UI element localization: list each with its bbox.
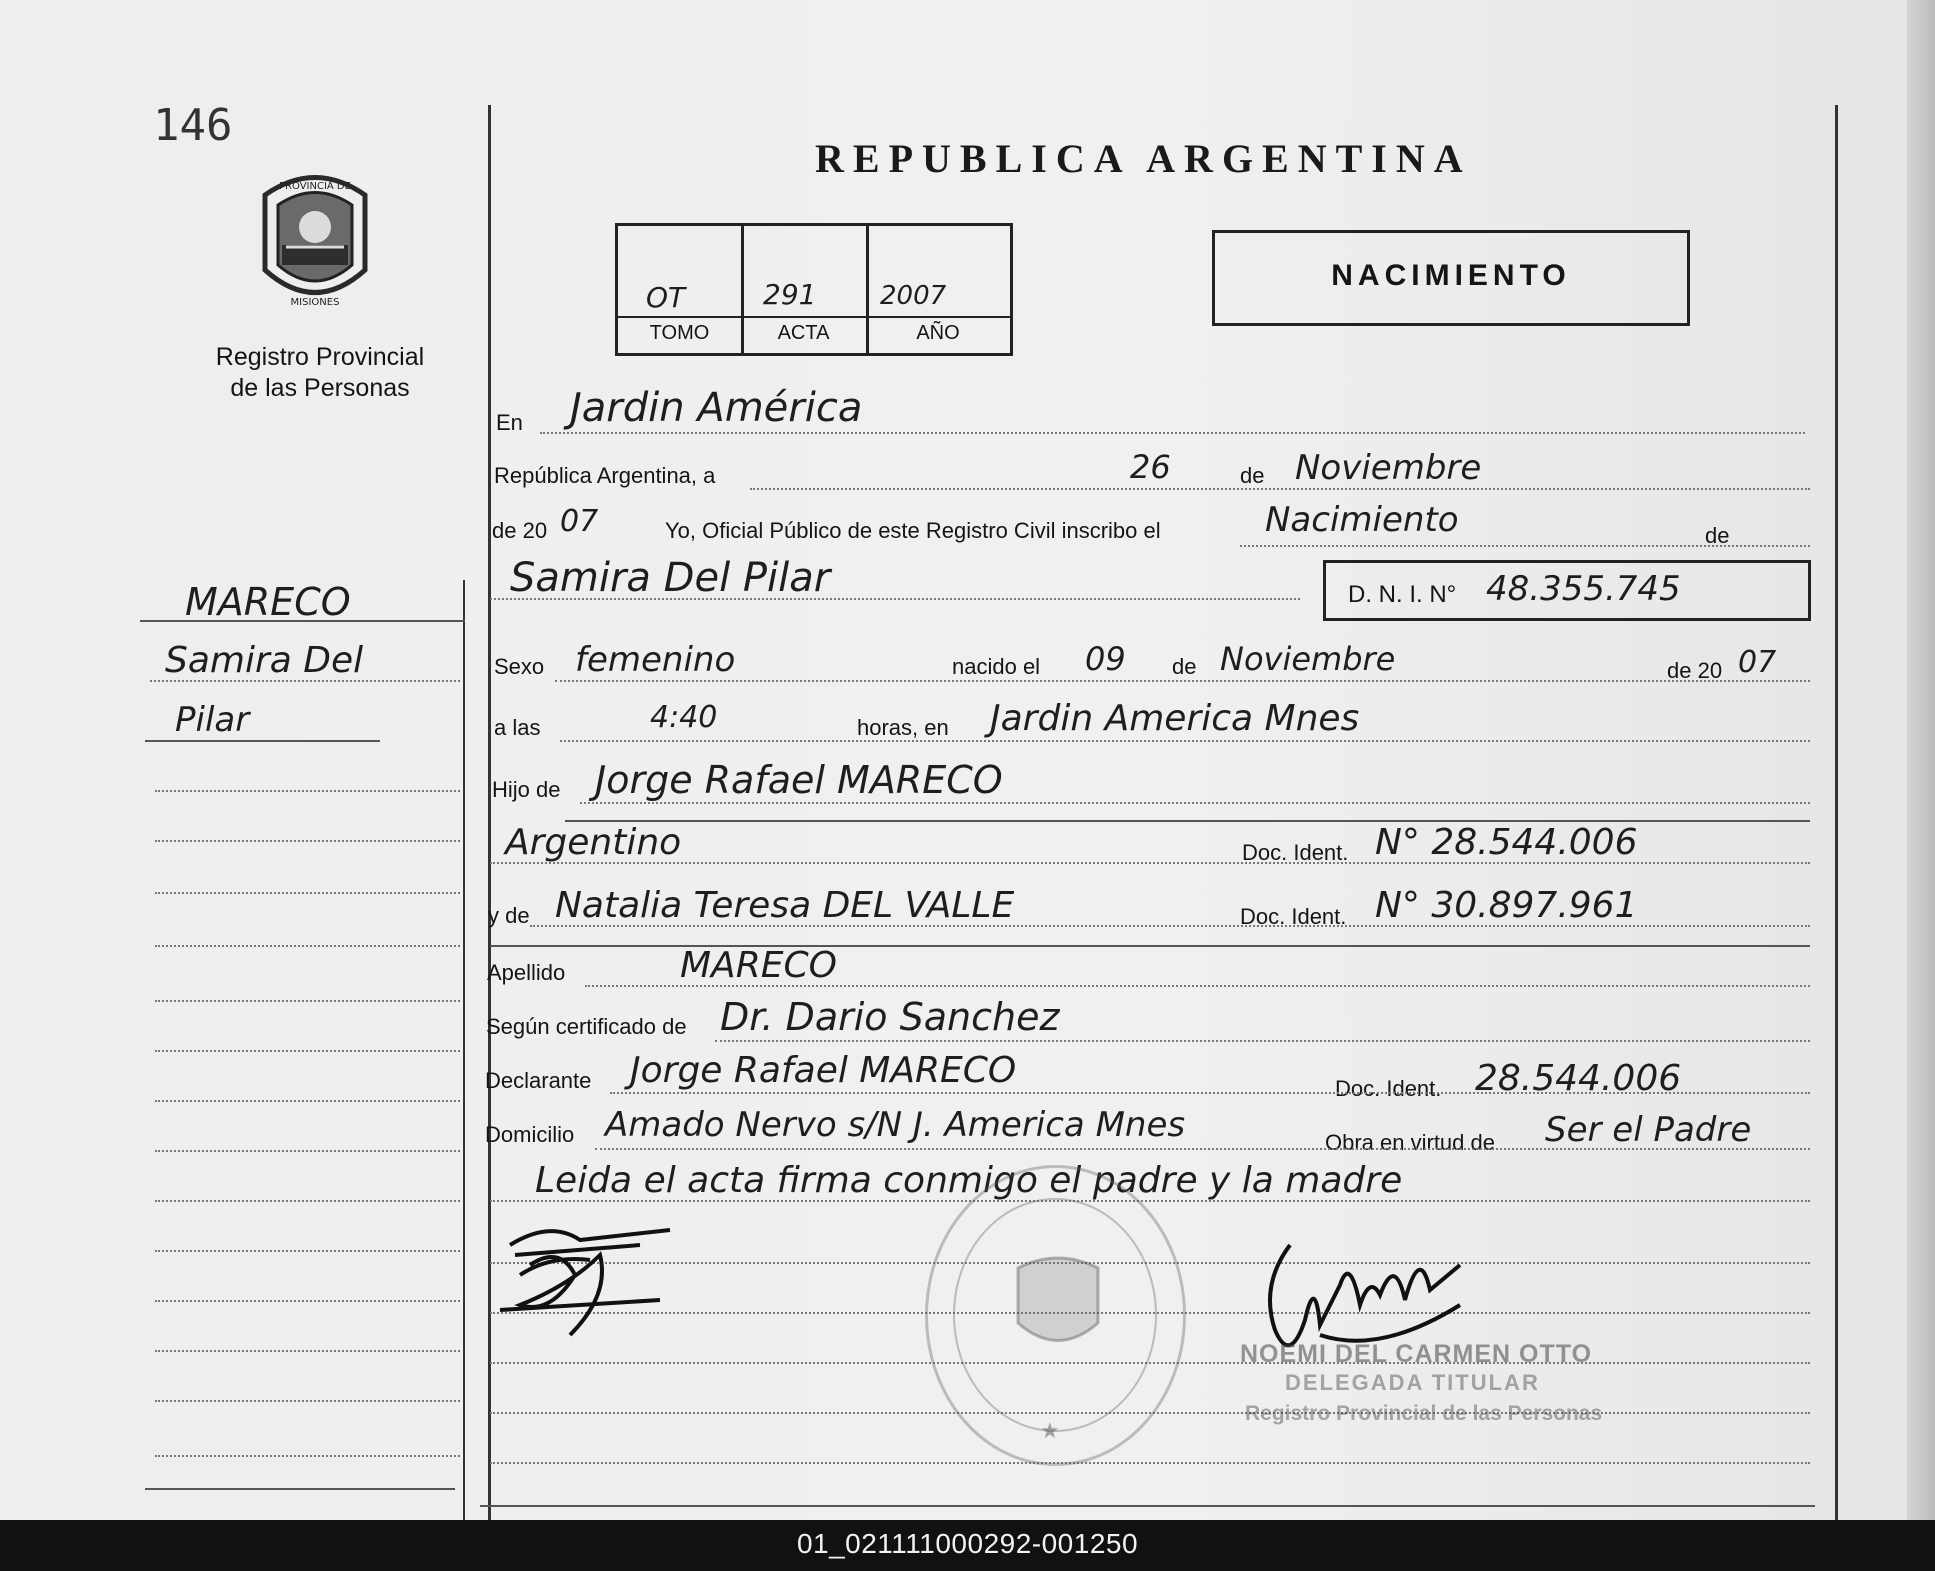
birth-place-value: Jardin America Mnes (990, 698, 1360, 739)
official-round-stamp (925, 1165, 1186, 1466)
page-edge (1907, 0, 1935, 1520)
mother-doc-label: Doc. Ident. (1240, 904, 1347, 929)
alas-label: a las (494, 715, 541, 740)
nacido-month: Noviembre (1220, 640, 1396, 678)
mother-name-value: Natalia Teresa DEL VALLE (555, 885, 1015, 926)
nacionalidad-line (490, 862, 1810, 864)
segun-line (715, 1040, 1810, 1042)
hora-value: 4:40 (650, 700, 718, 735)
tomo-label: TOMO (649, 322, 710, 344)
yde-label: y de (488, 903, 530, 928)
svg-text:PROVINCIA DE: PROVINCIA DE (279, 181, 351, 192)
nacido-label: nacido el (952, 654, 1041, 679)
oficial-text: Yo, Oficial Público de este Registro Civil inscribo el (665, 518, 1161, 543)
margin-underline-1 (140, 620, 465, 622)
segun-label: Según certificado de (486, 1014, 687, 1039)
date-line (750, 488, 1810, 490)
yde-line (530, 925, 1810, 927)
alas-line (560, 740, 1810, 742)
acta-value: 291 (763, 278, 817, 311)
ano-value: 2007 (880, 281, 947, 311)
misiones-seal-icon (250, 165, 380, 315)
domicilio-line (595, 1148, 1810, 1150)
margin-dotline-1 (150, 680, 460, 682)
sexo-value: femenino (575, 640, 736, 680)
child-name-value: Samira Del Pilar (510, 555, 831, 601)
republica-label: República Argentina, a (494, 463, 716, 488)
father-doc-value: N° 28.544.006 (1375, 822, 1638, 863)
sexo-label: Sexo (494, 654, 545, 679)
margin-given-name: Samira Del (165, 640, 364, 681)
name-line (490, 598, 1300, 600)
stamp-emblem-icon (1003, 1248, 1113, 1358)
footer-id: 01_021111000292-001250 (796, 1528, 1139, 1559)
apellido-value: MARECO (680, 945, 837, 986)
registry-line2: de las Personas (230, 374, 410, 402)
form-right-border (1835, 105, 1838, 1520)
horas-label: horas, en (857, 715, 949, 740)
official-name: NOEMI DEL CARMEN OTTO (1240, 1340, 1593, 1368)
official-title: DELEGADA TITULAR (1285, 1370, 1540, 1395)
father-doc-label: Doc. Ident. (1242, 840, 1349, 865)
en-label: En (496, 410, 523, 435)
dni-value: 48.355.745 (1486, 569, 1681, 609)
hijo-line (580, 802, 1810, 804)
obra-value: Ser el Padre (1545, 1110, 1752, 1150)
declarante-doc-value: 28.544.006 (1475, 1058, 1682, 1099)
margin-underline-2 (145, 740, 380, 742)
year-prefix: de 20 (492, 518, 548, 543)
year-suffix: 07 (560, 504, 599, 539)
dni-label: D. N. I. N° (1348, 581, 1457, 608)
father-name-value: Jorge Rafael MARECO (595, 758, 1003, 802)
domicilio-label: Domicilio (485, 1122, 575, 1147)
stamp-star-icon: ★ (1040, 1418, 1060, 1443)
tomo-value: OT (646, 281, 686, 314)
country-title: REPUBLICA ARGENTINA (815, 136, 1472, 181)
declarant-signature (490, 1215, 680, 1355)
ano-label: AÑO (916, 322, 960, 344)
declarante-doc-label: Doc. Ident. (1335, 1076, 1442, 1101)
margin-given-name-2: Pilar (175, 700, 250, 740)
acta-label: ACTA (777, 322, 830, 344)
registry-line1: Registro Provincial (215, 343, 425, 371)
record-type-box (1212, 230, 1690, 326)
leida-line (490, 1200, 1810, 1202)
de-label-3: de (1172, 654, 1197, 679)
record-numbers-table (615, 223, 1013, 356)
page-number: 146 (153, 100, 233, 151)
official-office: Registro Provincial de las Personas (1245, 1402, 1603, 1425)
place-value: Jardin América (570, 385, 863, 431)
father-nationality: Argentino (505, 822, 682, 863)
declarante-label: Declarante (485, 1068, 592, 1093)
obra-label: Obra en virtud de (1325, 1130, 1495, 1155)
margin-divider (463, 580, 465, 1520)
inscribe-value: Nacimiento (1265, 500, 1459, 540)
en-line (540, 432, 1805, 434)
de-label-2: de (1705, 523, 1730, 548)
nacido-year-suffix: 07 (1738, 645, 1777, 680)
segun-value: Dr. Dario Sanchez (720, 995, 1060, 1039)
inscribe-line (1240, 545, 1810, 547)
day-value: 26 (1130, 448, 1171, 486)
apellido-line (585, 985, 1810, 987)
declarante-value: Jorge Rafael MARECO (630, 1050, 1017, 1091)
apellido-label: Apellido (487, 960, 566, 985)
registry-name (190, 342, 450, 404)
month-value: Noviembre (1295, 448, 1482, 488)
declarante-line (610, 1092, 1810, 1094)
hijo-label: Hijo de (492, 777, 561, 802)
nacido-year-prefix: de 20 (1667, 658, 1723, 683)
margin-surname: MARECO (185, 580, 351, 624)
sexo-line (555, 680, 1810, 682)
de-label: de (1240, 463, 1265, 488)
svg-text:MISIONES: MISIONES (290, 297, 340, 308)
record-type: NACIMIENTO (1331, 259, 1571, 292)
dni-box (1323, 560, 1811, 621)
nacido-day: 09 (1085, 640, 1126, 678)
leida-value: Leida el acta firma conmigo el padre y la madre (535, 1160, 1403, 1201)
mother-doc-value: N° 30.897.961 (1375, 885, 1638, 926)
domicilio-value: Amado Nervo s/N J. America Mnes (605, 1105, 1186, 1145)
